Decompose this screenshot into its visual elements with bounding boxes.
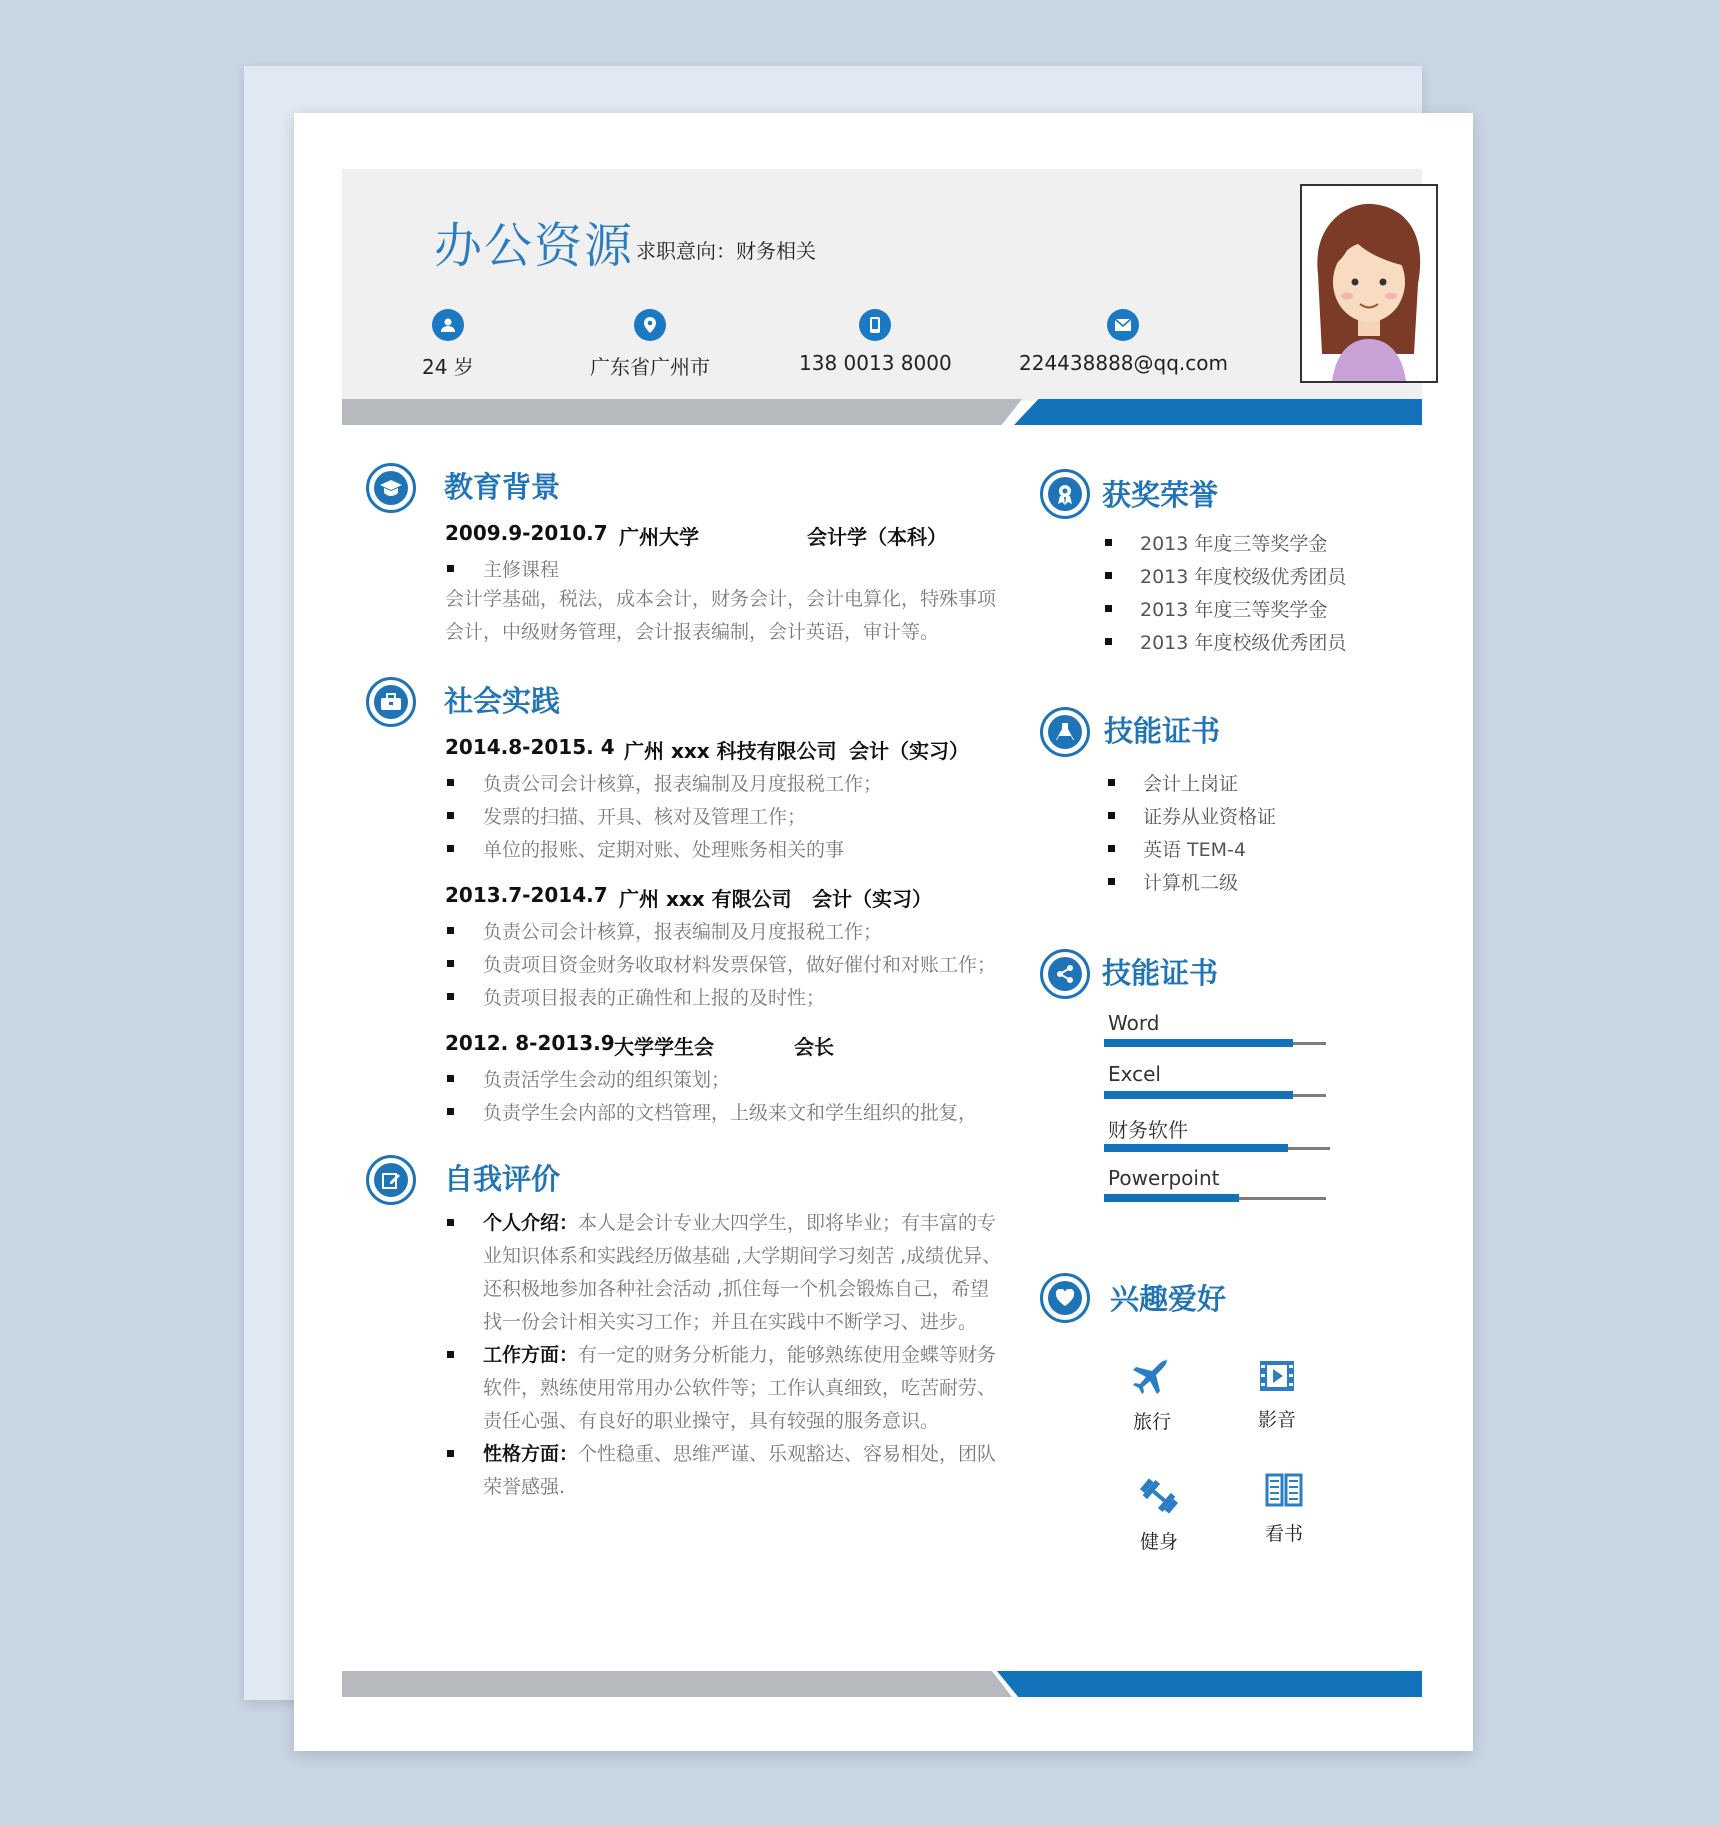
bottom-divider-band — [342, 1671, 1422, 1697]
book-icon — [1264, 1469, 1304, 1509]
self-item-personal — [483, 1207, 1023, 1339]
top-divider-band — [342, 399, 1422, 425]
skill-label-finance: 财务软件 — [1108, 1118, 1188, 1142]
hobby-reading-label: 看书 — [1264, 1523, 1303, 1545]
practice-2-org: 广州 xxx 有限公司 — [619, 887, 792, 911]
job-intent: 求职意向：财务相关 — [636, 239, 816, 263]
user-icon — [432, 309, 464, 341]
self-title: 自我评价 — [444, 1162, 561, 1196]
resume-page — [294, 113, 1473, 1751]
practice-2-item-2: 负责项目资金财务收取材料发票保管，做好催付和对账工作； — [483, 950, 996, 977]
hobby-travel — [1112, 1357, 1192, 1434]
flask-icon — [1040, 707, 1090, 757]
skill-label-excel: Excel — [1108, 1062, 1161, 1086]
mail-icon — [1107, 309, 1139, 341]
practice-2-item-1: 负责公司会计核算，报表编制及月度报税工作； — [483, 917, 882, 944]
share-icon — [1040, 949, 1090, 999]
courses-line-1: 会计学基础，税法，成本会计，财务会计，会计电算化，特殊事项 — [445, 588, 997, 610]
hobby-fitness-label: 健身 — [1139, 1531, 1178, 1553]
self-item-work — [483, 1339, 1023, 1438]
award-medal-icon — [1040, 469, 1090, 519]
practice-1-item-2: 发票的扫描、开具、核对及管理工作； — [483, 802, 806, 829]
phone-icon — [859, 309, 891, 341]
self-character-line-1: 个性稳重、思维严谨、乐观豁达、容易相处，团队 — [578, 1443, 997, 1465]
self-work-line-1: 有一定的财务分析能力，能够熟练使用金蝶等财务 — [578, 1344, 997, 1366]
graduation-cap-icon — [366, 463, 416, 513]
self-personal-label: 个人介绍： — [483, 1212, 579, 1234]
education-period: 2009.9-2010.7 — [445, 521, 608, 545]
self-character-label: 性格方面： — [483, 1443, 579, 1465]
self-item-character — [483, 1438, 1023, 1504]
dumbbell-icon — [1138, 1475, 1180, 1517]
info-phone-text: 138 0013 8000 — [799, 351, 952, 375]
hobby-film-label: 影音 — [1257, 1409, 1296, 1431]
info-age-text: 24 岁 — [422, 355, 474, 379]
practice-3-period: 2012. 8-2013.9 — [445, 1031, 615, 1055]
location-icon — [634, 309, 666, 341]
cert-item-4: 计算机二级 — [1143, 868, 1238, 895]
practice-3-item-2: 负责学生会内部的文档管理，上级来文和学生组织的批复， — [483, 1098, 977, 1125]
info-phone — [799, 309, 952, 375]
hobby-film — [1237, 1357, 1317, 1432]
certs-title: 技能证书 — [1104, 714, 1221, 748]
self-personal-line-3: 还积极地参加各种社会活动 ,抓住每一个机会锻炼自己，希望 — [483, 1278, 990, 1300]
awards-title: 获奖荣誉 — [1102, 478, 1219, 512]
practice-title: 社会实践 — [444, 684, 561, 718]
practice-2-period: 2013.7-2014.7 — [445, 883, 608, 907]
hobby-fitness — [1119, 1475, 1199, 1554]
skills-title: 技能证书 — [1102, 956, 1219, 990]
info-location — [590, 309, 710, 380]
cert-item-1: 会计上岗证 — [1143, 769, 1238, 796]
self-personal-line-2: 业知识体系和实践经历做基础 ,大学期间学习刻苦 ,成绩优异、 — [483, 1245, 1002, 1267]
practice-1-period: 2014.8-2015. 4 — [445, 735, 615, 759]
practice-1-org: 广州 xxx 科技有限公司 — [624, 739, 837, 763]
award-item-3: 2013 年度三等奖学金 — [1140, 595, 1327, 622]
practice-3-org: 大学学生会 — [614, 1035, 714, 1059]
self-work-line-3: 责任心强、有良好的职业操守，具有较强的服务意识。 — [483, 1410, 940, 1432]
cert-item-3: 英语 TEM-4 — [1143, 835, 1246, 862]
self-work-label: 工作方面： — [483, 1344, 579, 1366]
self-personal-line-1: 本人是会计专业大四学生，即将毕业；有丰富的专 — [578, 1212, 997, 1234]
skill-fill-powerpoint — [1104, 1194, 1239, 1202]
education-major: 会计学（本科） — [807, 525, 947, 549]
hobbies-title: 兴趣爱好 — [1110, 1282, 1227, 1316]
practice-3-role: 会长 — [794, 1035, 834, 1059]
heart-icon — [1040, 1273, 1090, 1323]
self-character-line-2: 荣誉感强. — [483, 1476, 566, 1498]
courses-line-2: 会计，中级财务管理，会计报表编制，会计英语，审计等。 — [445, 621, 940, 643]
profile-photo — [1300, 184, 1438, 383]
candidate-name: 办公资源 — [434, 218, 635, 274]
hobby-travel-label: 旅行 — [1132, 1411, 1171, 1433]
award-item-1: 2013 年度三等奖学金 — [1140, 529, 1327, 556]
self-personal-line-4: 找一份会计相关实习工作；并且在实践中不断学习、进步。 — [483, 1311, 978, 1333]
hobby-reading — [1244, 1469, 1324, 1546]
info-email-text: 224438888@qq.com — [1019, 351, 1228, 375]
briefcase-icon — [366, 677, 416, 727]
info-location-text: 广东省广州市 — [590, 355, 710, 379]
practice-2-item-3: 负责项目报表的正确性和上报的及时性； — [483, 983, 825, 1010]
skill-label-powerpoint: Powerpoint — [1108, 1166, 1220, 1190]
courses-text — [445, 583, 1005, 649]
film-icon — [1258, 1357, 1296, 1395]
cert-item-2: 证券从业资格证 — [1143, 802, 1276, 829]
practice-1-item-3: 单位的报账、定期对账、处理账务相关的事 — [483, 835, 844, 862]
courses-label: 主修课程 — [483, 555, 559, 582]
info-email — [1019, 309, 1228, 375]
info-age — [422, 309, 474, 380]
practice-1-role: 会计（实习） — [849, 739, 969, 763]
award-item-2: 2013 年度校级优秀团员 — [1140, 562, 1346, 589]
practice-3-item-1: 负责活学生会动的组织策划； — [483, 1065, 730, 1092]
skill-label-word: Word — [1108, 1011, 1160, 1035]
practice-1-item-1: 负责公司会计核算，报表编制及月度报税工作； — [483, 769, 882, 796]
education-school: 广州大学 — [619, 525, 699, 549]
skill-fill-word — [1104, 1039, 1293, 1047]
skill-fill-finance — [1104, 1144, 1288, 1152]
resume-header — [342, 169, 1422, 401]
edit-icon — [366, 1155, 416, 1205]
self-work-line-2: 软件，熟练使用常用办公软件等；工作认真细致，吃苦耐劳、 — [483, 1377, 997, 1399]
skill-fill-excel — [1104, 1091, 1293, 1099]
practice-2-role: 会计（实习） — [812, 887, 932, 911]
education-title: 教育背景 — [444, 470, 561, 504]
airplane-icon — [1132, 1357, 1172, 1397]
award-item-4: 2013 年度校级优秀团员 — [1140, 628, 1346, 655]
